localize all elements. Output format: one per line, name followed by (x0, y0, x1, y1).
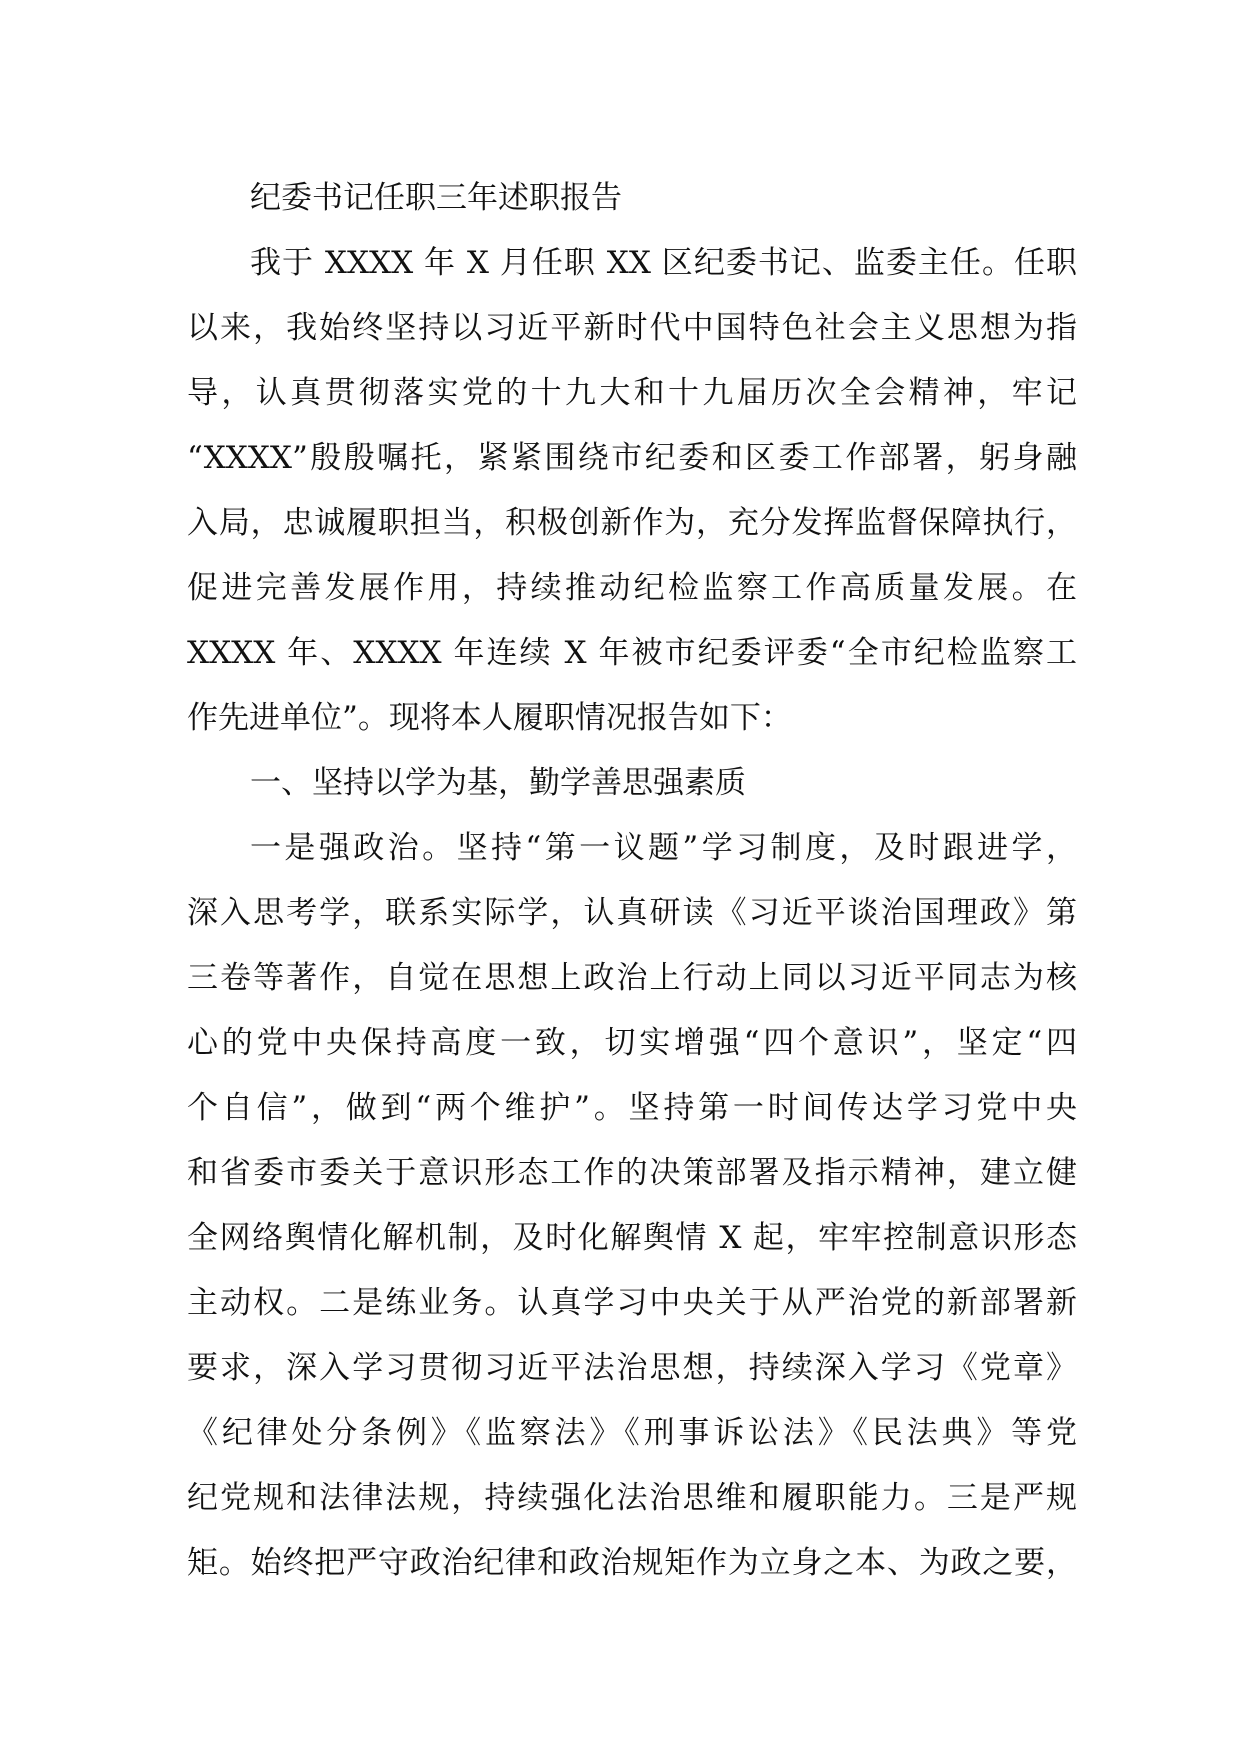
paragraph-line: 入局，忠诚履职担当，积极创新作为，充分发挥监督保障执行， (187, 505, 1077, 541)
paragraph-line: 心的党中央保持高度一致，切实增强“四个意识”，坚定“四 (187, 1025, 1077, 1061)
paragraph-line: 个自信”，做到“两个维护”。坚持第一时间传达学习党中央 (187, 1090, 1077, 1126)
paragraph-line: 深入思考学，联系实际学，认真研读《习近平谈治国理政》第 (187, 895, 1077, 931)
paragraph-line: 全网络舆情化解机制，及时化解舆情 X 起，牢牢控制意识形态 (187, 1220, 1077, 1256)
paragraph-line: 一是强政治。坚持“第一议题”学习制度，及时跟进学， (250, 830, 1077, 866)
report-title: 纪委书记任职三年述职报告 (250, 180, 622, 216)
paragraph-line: 要求，深入学习贯彻习近平法治思想，持续深入学习《党章》 (187, 1350, 1077, 1386)
section-heading: 一、坚持以学为基，勤学善思强素质 (250, 765, 746, 801)
paragraph-line: 和省委市委关于意识形态工作的决策部署及指示精神，建立健 (187, 1155, 1077, 1191)
report-body (187, 166, 1077, 1596)
paragraph-line: 以来，我始终坚持以习近平新时代中国特色社会主义思想为指 (187, 310, 1077, 346)
paragraph-line: 我于 XXXX 年 X 月任职 XX 区纪委书记、监委主任。任职 (250, 245, 1077, 281)
paragraph-line: 纪党规和法律法规，持续强化法治思维和履职能力。三是严规 (187, 1480, 1077, 1516)
paragraph-line: 作先进单位”。现将本人履职情况报告如下： (187, 700, 792, 736)
paragraph-line: 矩。始终把严守政治纪律和政治规矩作为立身之本、为政之要， (187, 1545, 1077, 1581)
paragraph-line: XXXX 年、XXXX 年连续 X 年被市纪委评委“全市纪检监察工 (187, 635, 1077, 671)
paragraph-line: 促进完善发展作用，持续推动纪检监察工作高质量发展。在 (187, 570, 1077, 606)
paragraph-line: 《纪律处分条例》《监察法》《刑事诉讼法》《民法典》等党 (187, 1415, 1077, 1451)
paragraph-line: 导，认真贯彻落实党的十九大和十九届历次全会精神，牢记 (187, 375, 1077, 411)
paragraph-line: 主动权。二是练业务。认真学习中央关于从严治党的新部署新 (187, 1285, 1077, 1321)
paragraph-line: 三卷等著作，自觉在思想上政治上行动上同以习近平同志为核 (187, 960, 1077, 996)
paragraph-line: “XXXX”殷殷嘱托，紧紧围绕市纪委和区委工作部署，躬身融 (187, 440, 1077, 476)
